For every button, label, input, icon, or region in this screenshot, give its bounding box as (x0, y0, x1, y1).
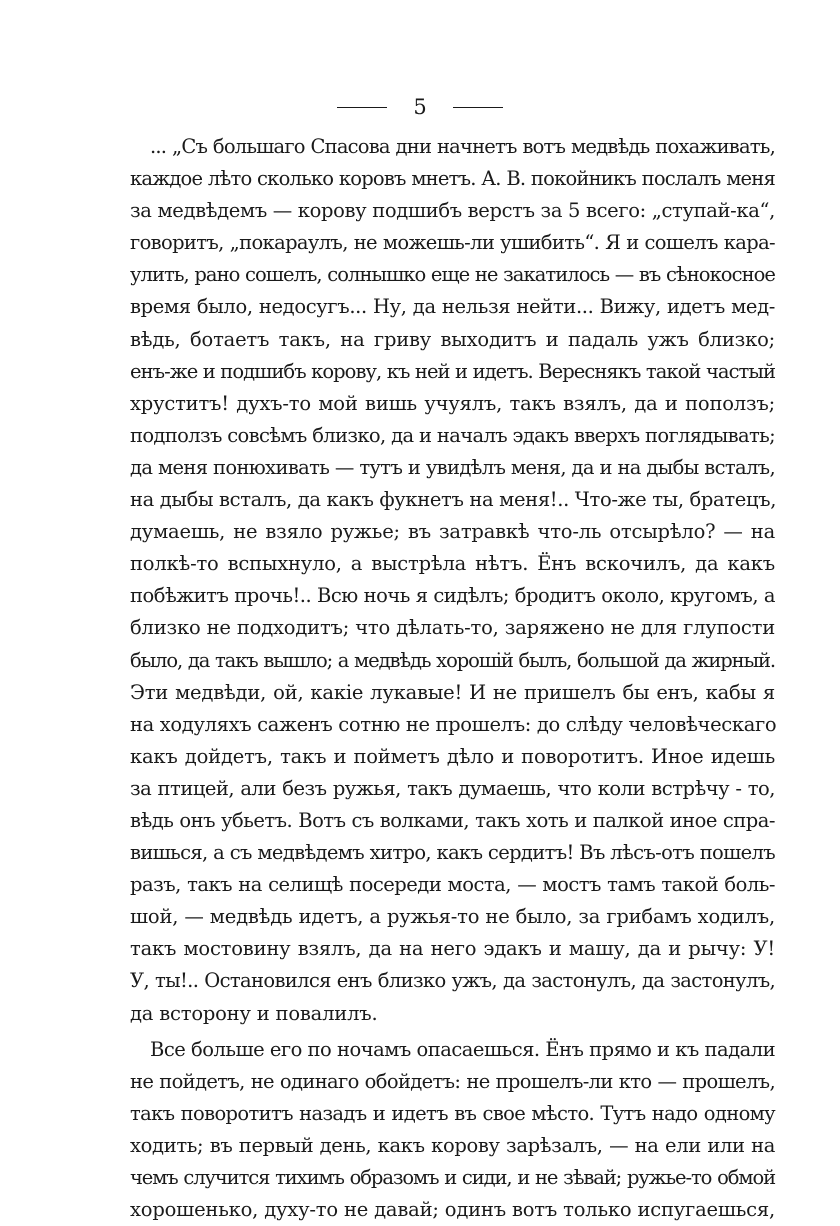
text-line: такъ поворотитъ назадъ и идетъ въ свое мѣсто. Тутъ надо одному (130, 1101, 775, 1125)
text-line: ходить; въ первый день, какъ корову зарѣзалъ, — на ели или на (130, 1133, 775, 1157)
text-line: вишься, а съ медвѣдемъ хитро, какъ сердитъ! Въ лѣсъ-отъ пошелъ (130, 841, 775, 865)
text-line: ... „Съ большаго Спасова дни начнетъ вотъ медвѣдь похаживать, (150, 135, 775, 158)
text-line: близко не подходитъ; что дѣлать-то, заряжено не для глупости (130, 616, 775, 640)
text-line: чемъ случится тихимъ образомъ и сиди, и не зѣвай; ружье-то обмой (130, 1166, 775, 1189)
text-line: какъ дойдетъ, такъ и пойметъ дѣло и поворотитъ. Иное идешь (130, 744, 775, 768)
text-line: не пойдетъ, не одинаго обойдетъ: не прошелъ-ли кто — прошелъ, (130, 1069, 775, 1093)
text-line: за птицей, али безъ ружья, такъ думаешь, что коли встрѣчу - то, (130, 776, 775, 800)
text-line: разъ, такъ на селищѣ посереди моста, — мостъ тамъ такой боль- (130, 873, 775, 897)
header-rule-right (453, 107, 503, 108)
page-header (0, 92, 840, 122)
text-line: улить, рано сошелъ, солнышко еще не закатилось — въ сѣнокосное (130, 263, 775, 287)
page-number: 5 (413, 94, 427, 119)
text-line: за медвѣдемъ — корову подшибъ верстъ за 5 всего: „ступай-ка“, (130, 199, 775, 223)
text-line: на дыбы всталъ, да какъ фукнетъ на меня!.. Что-же ты, братецъ, (130, 488, 777, 512)
paragraph-1 (130, 131, 775, 1030)
text-line: шой, — медвѣдь идетъ, а ружья-то не было, за грибамъ ходилъ, (130, 905, 775, 929)
paragraph-2 (130, 1034, 775, 1226)
text-line: вѣдь онъ убьетъ. Вотъ съ волками, такъ хоть и палкой иное спра- (130, 808, 775, 832)
text-line: да меня понюхивать — тутъ и увидѣлъ меня, да и на дыбы всталъ, (130, 455, 775, 479)
text-line: было, да такъ вышло; а медвѣдь хорошій былъ, большой да жирный. (130, 648, 775, 672)
text-line: говоритъ, „покараулъ, не можешь-ли ушибить“. Я и сошелъ кара- (130, 231, 775, 255)
header-rule-left (337, 107, 387, 108)
text-line: вѣдь, ботаетъ такъ, на гриву выходитъ и падаль ужъ близко; (130, 327, 775, 351)
text-line: думаешь, не взяло ружье; въ затравкѣ что-ль отсырѣло? — на (130, 520, 775, 544)
text-line: хорошенько, духу-то не давай; одинъ вотъ только испугаешься, (130, 1198, 775, 1222)
text-line: такъ мостовину взялъ, да на него эдакъ и машу, да и рычу: У! (130, 937, 775, 961)
text-line: подползъ совсѣмъ близко, да и началъ эдакъ вверхъ поглядывать; (130, 423, 775, 447)
text-line: хруститъ! духъ-то мой вишь учуялъ, такъ взялъ, да и поползъ; (130, 391, 775, 415)
text-line: на ходуляхъ саженъ сотню не прошелъ: до слѣду человѣческаго (130, 712, 777, 736)
text-line: каждое лѣто сколько коровъ мнетъ. А. В. покойникъ послалъ меня (130, 167, 775, 191)
text-line: Эти медвѣди, ой, какіе лукавые! И не пришелъ бы енъ, кабы я (130, 680, 775, 704)
text-line: полкѣ-то вспыхнуло, а выстрѣла нѣтъ. Ёнъ вскочилъ, да какъ (130, 552, 775, 576)
text-line: У, ты!.. Остановился енъ близко ужъ, да застонулъ, да застонулъ, (130, 969, 775, 993)
text-line: да всторону и повалилъ. (130, 1001, 378, 1025)
text-line: побѣжитъ прочь!.. Всю ночь я сидѣлъ; бродитъ около, кругомъ, а (130, 584, 775, 608)
text-line: енъ-же и подшибъ корову, къ ней и идетъ. Вереснякъ такой частый (130, 359, 775, 383)
text-line: время было, недосугъ... Ну, да нельзя нейти... Вижу, идетъ мед- (130, 295, 775, 319)
page-body (130, 131, 775, 1226)
text-line: Все больше его по ночамъ опасаешься. Ёнъ прямо и къ падали (150, 1037, 776, 1061)
